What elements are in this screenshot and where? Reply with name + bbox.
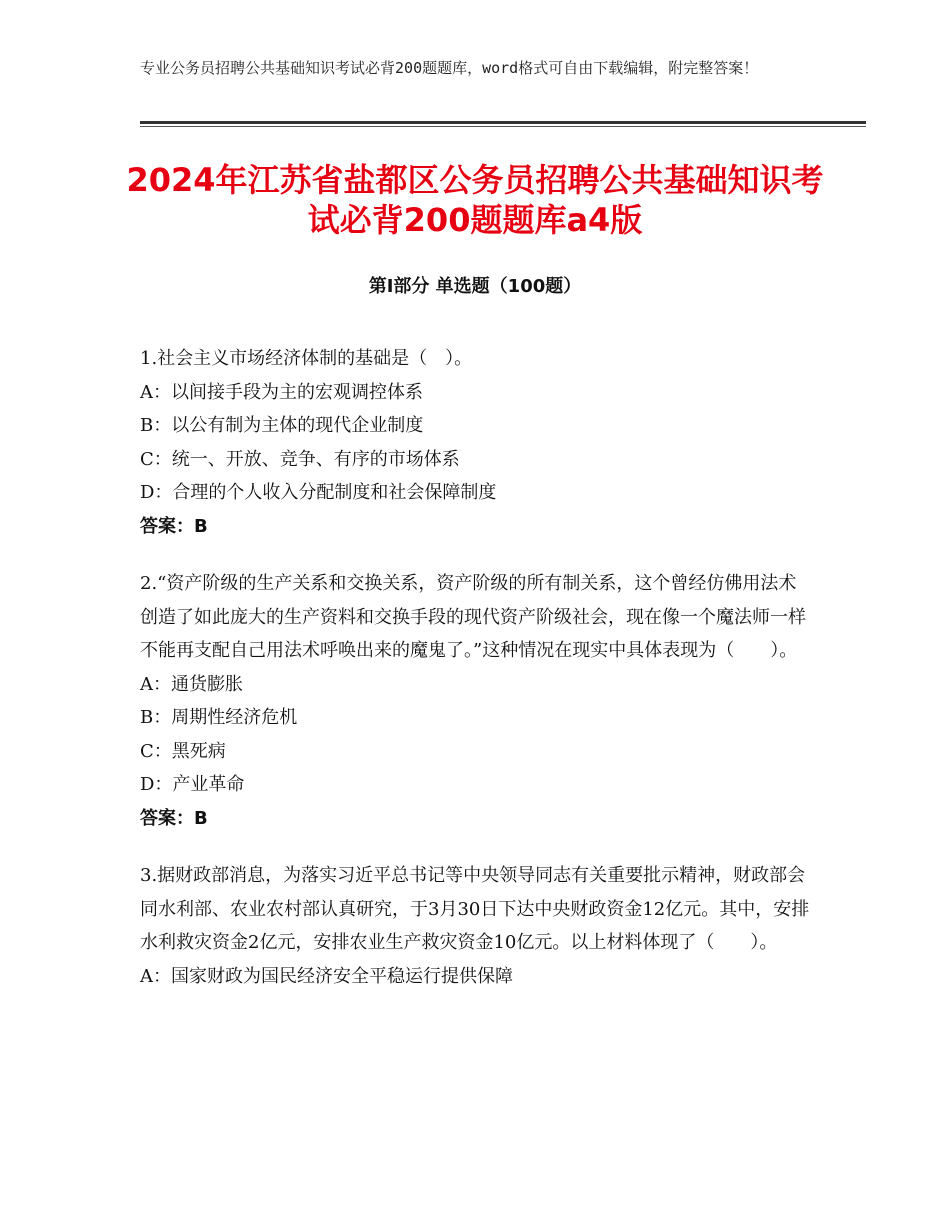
section-heading: 第Ⅰ部分 单选题（100题） [368, 276, 582, 297]
option-c: C：统一、开放、竞争、有序的市场体系 [140, 448, 460, 470]
option-a: A：国家财政为国民经济安全平稳运行提供保障 [140, 965, 513, 987]
option-a: A：以间接手段为主的宏观调控体系 [140, 381, 423, 403]
question-stem: 1.社会主义市场经济体制的基础是（ ）。 [140, 348, 473, 369]
document-title: 2024年江苏省盐都区公务员招聘公共基础知识考试必背200题题库a4版 [126, 161, 824, 239]
header-rule-thick [140, 121, 866, 124]
option-d: D：产业革命 [140, 774, 245, 795]
question-3 [140, 859, 810, 993]
option-a: A：通货膨胀 [140, 673, 243, 695]
question-list [140, 342, 810, 1017]
question-2 [140, 567, 810, 835]
question-1 [140, 342, 810, 543]
option-c: C：黑死病 [140, 740, 226, 762]
option-b: B：以公有制为主体的现代企业制度 [140, 415, 424, 436]
question-stem: 2.“资产阶级的生产关系和交换关系，资产阶级的所有制关系，这个曾经仿佛用法术创造了如此庞大的生产资料和交换手段的现代资产阶级社会，现在像一个魔法师一样不能再支配自己用法术呼唤出来的魔鬼了。”这种情况在现实中具体表现为（ ）。 [140, 573, 806, 661]
option-b: B：周期性经济危机 [140, 707, 298, 728]
header-note: 专业公务员招聘公共基础知识考试必背200题题库，word格式可自由下载编辑，附完整答案！ [140, 59, 759, 77]
header-rule-thin [140, 126, 866, 127]
option-d: D：合理的个人收入分配制度和社会保障制度 [140, 482, 497, 503]
question-stem: 3.据财政部消息，为落实习近平总书记等中央领导同志有关重要批示精神，财政部会同水利部、农业农村部认真研究，于3月30日下达中央财政资金12亿元。其中，安排水利救灾资金2亿元，安排农业生产救灾资金10亿元。以上材料体现了（ ）。 [140, 865, 810, 953]
answer-line: 答案：B [140, 515, 208, 537]
answer-line: 答案：B [140, 807, 208, 829]
